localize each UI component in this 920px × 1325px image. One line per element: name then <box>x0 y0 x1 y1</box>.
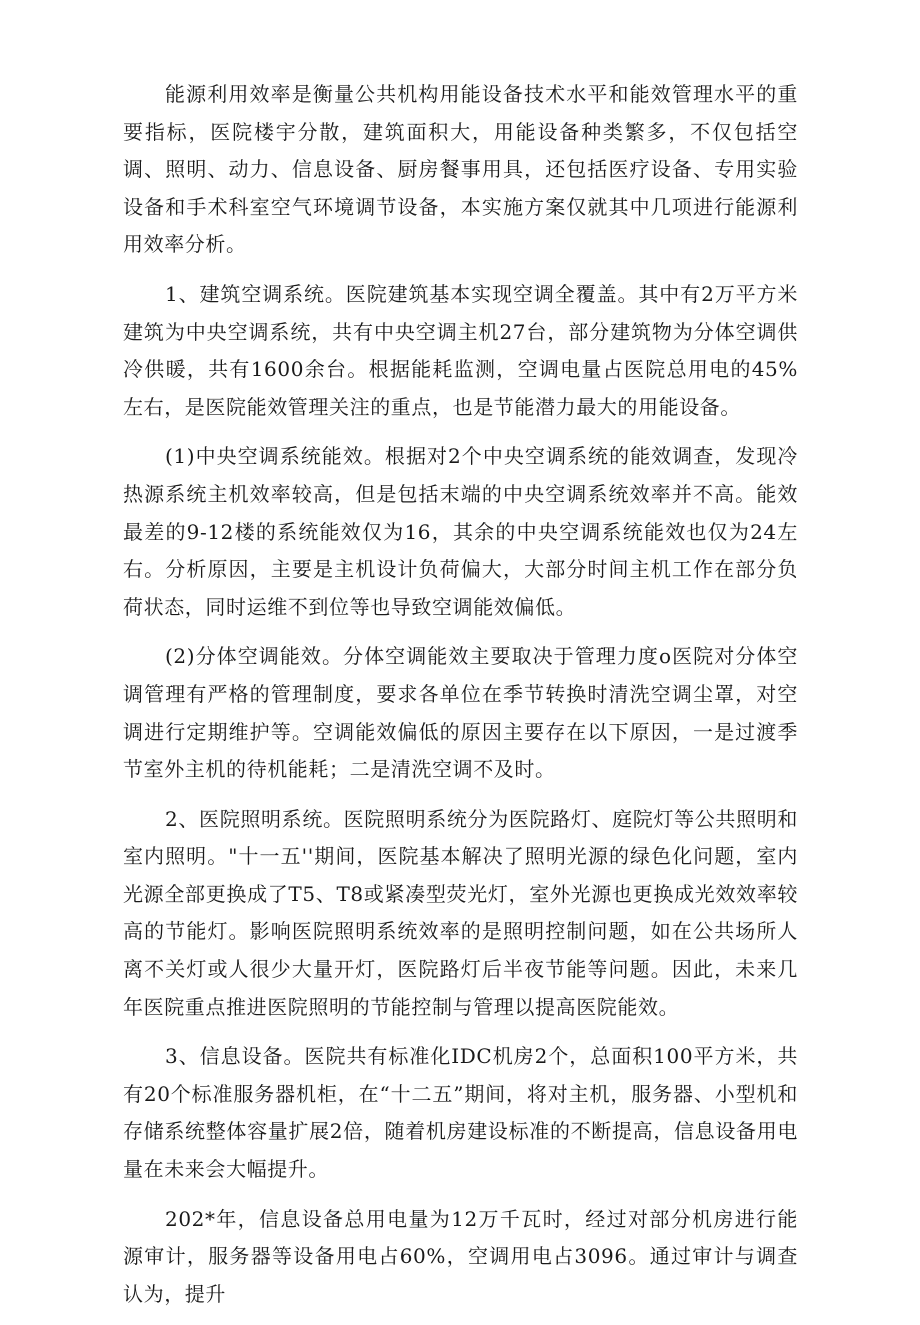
paragraph-it-equipment: 3、信息设备。医院共有标准化IDC机房2个，总面积100平方米，共有20个标准服务器机柜，在“十二五”期间，将对主机，服务器、小型机和存储系统整体容量扩展2倍，随着机房建设标准的不断提高，信息设备用电量在未来会大幅提升。 <box>123 1044 798 1182</box>
paragraph-hvac-system: 1、建筑空调系统。医院建筑基本实现空调全覆盖。其中有2万平方米建筑为中央空调系统，共有中央空调主机27台，部分建筑物为分体空调供冷供暖，共有1600余台。根据能耗监测，空调电量占医院总用电的45%左右，是医院能效管理关注的重点，也是节能潜力最大的用能设备。 <box>123 281 798 419</box>
paragraph-split-ac: (2)分体空调能效。分体空调能效主要取决于管理力度o医院对分体空调管理有严格的管理制度，要求各单位在季节转换时清洗空调尘罩，对空调进行定期维护等。空调能效偏低的原因主要存在以下原因，一是过渡季节室外主机的待机能耗；二是清洗空调不及时。 <box>123 644 798 782</box>
paragraph-lighting-system: 2、医院照明系统。医院照明系统分为医院路灯、庭院灯等公共照明和室内照明。"十一五''期间，医院基本解决了照明光源的绿色化问题，室内光源全部更换成了T5、T8或紧凑型荧光灯，室外光源也更换成光效效率较高的节能灯。影响医院照明系统效率的是照明控制问题，如在公共场所人离不关灯或人很少大量开灯，医院路灯后半夜节能等问题。因此，未来几年医院重点推进医院照明的节能控制与管理以提高医院能效。 <box>123 806 798 1019</box>
document-body <box>123 76 798 1325</box>
paragraph-intro: 能源利用效率是衡量公共机构用能设备技术水平和能效管理水平的重要指标，医院楼宇分散，建筑面积大，用能设备种类繁多，不仅包括空调、照明、动力、信息设备、厨房餐事用具，还包括医疗设备、专用实验设备和手术科室空气环境调节设备，本实施方案仅就其中几项进行能源利用效率分析。 <box>123 82 798 257</box>
paragraph-central-ac: (1)中央空调系统能效。根据对2个中央空调系统的能效调查，发现冷热源系统主机效率较高，但是包括末端的中央空调系统效率并不高。能效最差的9-12楼的系统能效仅为16，其余的中央空调系统能效也仅为24左右。分析原因，主要是主机设计负荷偏大，大部分时间主机工作在部分负荷状态，同时运维不到位等也导致空调能效偏低。 <box>123 444 798 619</box>
paragraph-it-energy-audit: 202*年，信息设备总用电量为12万千瓦时，经过对部分机房进行能源审计，服务器等设备用电占60%，空调用电占3096。通过审计与调查认为，提升 <box>123 1206 798 1306</box>
